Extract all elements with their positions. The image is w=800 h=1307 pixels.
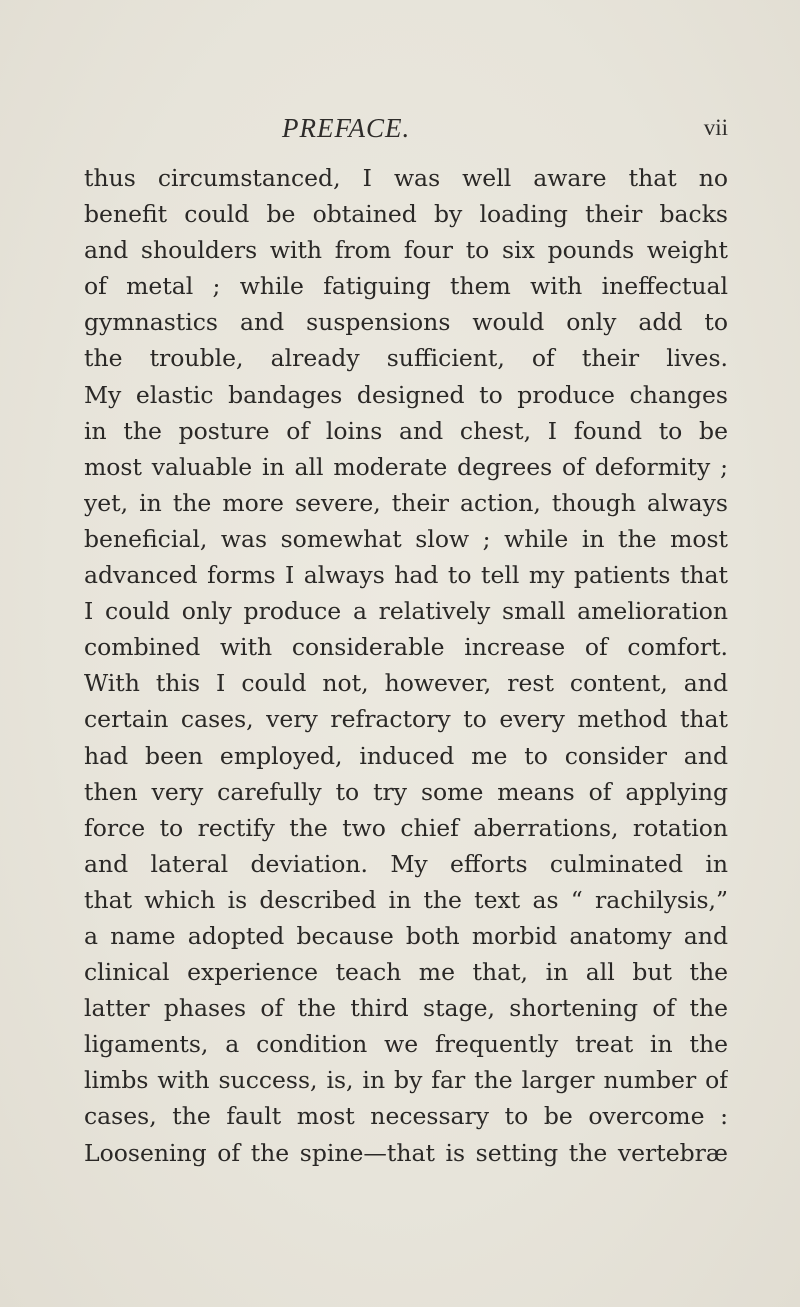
text-line: I could only produce a relatively small amelioration bbox=[84, 597, 728, 626]
text-line: that which is described in the text as “ rachilysis,” bbox=[84, 885, 728, 914]
text-line: latter phases of the third stage, shortening of the bbox=[84, 994, 728, 1023]
text-line: and lateral deviation. My efforts culminated in bbox=[84, 849, 728, 878]
text-line: cases, the fault most necessary to be overcome : bbox=[84, 1102, 728, 1131]
text-line: gymnastics and suspensions would only add to bbox=[84, 308, 728, 337]
text-line: benefit could be obtained by loading their backs bbox=[84, 200, 728, 229]
text-line: beneficial, was somewhat slow ; while in the most bbox=[84, 524, 728, 553]
text-line: With this I could not, however, rest content, and bbox=[84, 669, 728, 698]
text-line: ligaments, a condition we frequently treat in the bbox=[84, 1030, 728, 1059]
text-line: a name adopted because both morbid anatomy and bbox=[84, 921, 728, 950]
text-line: limbs with success, is, in by far the larger number of bbox=[84, 1066, 728, 1095]
text-line: yet, in the more severe, their action, though always bbox=[84, 488, 728, 517]
text-line: force to rectify the two chief aberrations, rotation bbox=[84, 813, 728, 842]
text-line: Loosening of the spine—that is setting the vertebræ bbox=[84, 1138, 728, 1167]
text-line: thus circumstanced, I was well aware that no bbox=[84, 164, 728, 192]
page-number: vii bbox=[703, 115, 728, 140]
text-line: most valuable in all moderate degrees of deformity ; bbox=[84, 452, 728, 481]
body-text bbox=[84, 160, 728, 1171]
text-line: combined with considerable increase of comfort. bbox=[84, 633, 728, 662]
text-line: clinical experience teach me that, in all but the bbox=[84, 958, 728, 987]
running-head bbox=[168, 113, 728, 153]
text-line: in the posture of loins and chest, I found to be bbox=[84, 416, 728, 445]
text-line: My elastic bandages designed to produce changes bbox=[84, 380, 728, 409]
text-line: had been employed, induced me to consider and bbox=[84, 741, 728, 770]
text-line: of metal ; while fatiguing them with ineffectual bbox=[84, 272, 728, 301]
text-line: the trouble, already sufficient, of their lives. bbox=[84, 344, 728, 373]
text-line: certain cases, very refractory to every method that bbox=[84, 705, 728, 734]
text-line: advanced forms I always had to tell my patients that bbox=[84, 561, 728, 590]
text-line: then very carefully to try some means of applying bbox=[84, 777, 728, 806]
running-head-title: PREFACE. bbox=[282, 113, 411, 143]
text-line: and shoulders with from four to six pounds weight bbox=[84, 236, 728, 265]
